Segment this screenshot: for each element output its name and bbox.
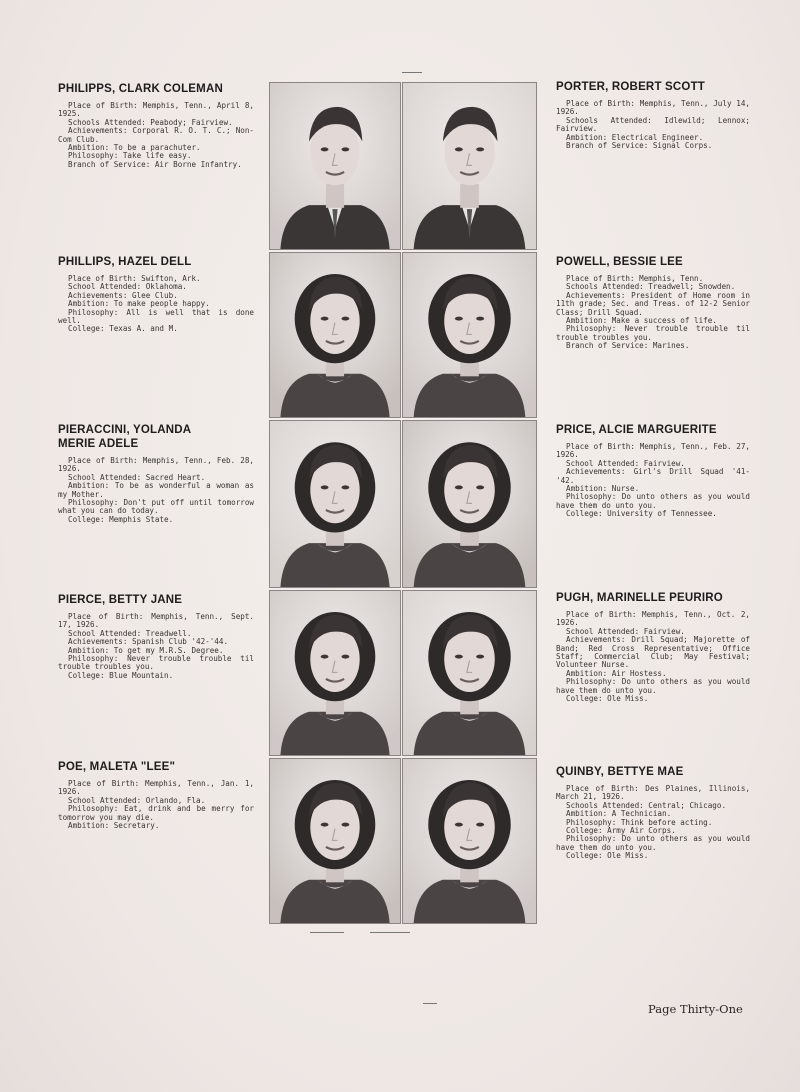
bio-line: Ambition: To be as wonderful a woman as my Mother. <box>58 481 254 499</box>
portrait-porter-robert <box>402 82 537 250</box>
bio-line: Place of Birth: Memphis, Tenn. <box>566 274 704 283</box>
bio-line: Achievements: Girl's Drill Squad '41-'42. <box>556 467 750 485</box>
student-name: PIERCE, BETTY JANE <box>58 594 183 606</box>
entry-pieraccini-yolanda <box>58 423 254 524</box>
bio-line: Schools Attended: Peabody; Fairview. <box>68 117 233 127</box>
bio-line: Place of Birth: Memphis, Tenn., Feb. 28, 1926. <box>58 456 254 474</box>
page-number: Page Thirty-One <box>648 1002 743 1016</box>
bio-line: Ambition: Make a success of life. <box>566 316 717 326</box>
footer-mark <box>423 1003 437 1004</box>
bio-line: Philosophy: All is well that is done well. <box>58 307 254 326</box>
bio-line: School Attended: Orlando, Fla. <box>68 795 206 805</box>
bio-line: Achievements: Spanish Club '42-'44. <box>68 637 229 647</box>
top-divider <box>402 72 422 73</box>
bio-line: Place of Birth: Swifton, Ark. <box>68 274 201 283</box>
portrait-pugh-marinelle <box>402 590 537 756</box>
bio-line: Ambition: To get my M.R.S. Degree. <box>68 645 224 655</box>
student-bio <box>556 443 750 519</box>
student-name: PHILLIPS, HAZEL DELL <box>58 256 192 268</box>
bottom-divider <box>370 932 410 933</box>
entry-phillips-hazel <box>58 255 254 334</box>
bio-line: School Attended: Fairview. <box>566 458 685 468</box>
student-bio <box>58 780 254 830</box>
student-name: POWELL, BESSIE LEE <box>556 256 683 268</box>
entry-price-alcie <box>556 423 750 519</box>
student-bio <box>556 785 750 861</box>
portrait-powell-bessie <box>402 252 537 418</box>
student-bio <box>58 613 254 680</box>
bio-line: College: University of Tennessee. <box>566 509 717 519</box>
student-bio <box>58 457 254 524</box>
bio-line: College: Texas A. and M. <box>68 324 178 334</box>
bio-line: Philosophy: Take life easy. <box>68 151 192 161</box>
bio-line: School Attended: Sacred Heart. <box>68 472 206 482</box>
bio-line: College: Memphis State. <box>68 514 174 524</box>
bio-line: Ambition: Electrical Engineer. <box>566 132 704 142</box>
bio-line: Schools Attended: Idlewild; Lennox; Fairview. <box>556 115 750 134</box>
portrait-poe-maleta <box>269 758 401 924</box>
portrait-pieraccini-yolanda <box>269 420 401 588</box>
bottom-divider <box>310 932 344 933</box>
entry-powell-bessie <box>556 255 750 351</box>
bio-line: Branch of Service: Air Borne Infantry. <box>68 159 242 169</box>
bio-line: Philosophy: Never trouble trouble til trouble troubles you. <box>58 654 254 672</box>
bio-line: Place of Birth: Memphis, Tenn., April 8, 1925. <box>58 101 254 119</box>
bio-line: Achievements: Drill Squad; Majorette of Band; Red Cross Representative; Office Staff; Commercial Club; May Festival; Volunteer Nurse. <box>556 635 750 670</box>
bio-line: Place of Birth: Memphis, Tenn., Jan. 1, 1926. <box>58 779 254 797</box>
student-name: PORTER, ROBERT SCOTT <box>556 81 706 93</box>
bio-line: Ambition: Secretary. <box>68 821 160 831</box>
bio-line: Philosophy: Do unto others as you would have them do unto you. <box>556 492 750 510</box>
bio-line: Place of Birth: Memphis, Tenn., Sept. 17, 1926. <box>58 612 254 630</box>
student-name: QUINBY, BETTYE MAE <box>556 766 684 778</box>
portrait-quinby-bettye <box>402 758 537 924</box>
portrait-grid <box>269 82 537 924</box>
bio-line: School Attended: Treadwell. <box>68 628 192 638</box>
portrait-pierce-betty <box>269 590 401 756</box>
bio-line: College: Ole Miss. <box>566 851 649 861</box>
bio-line: Place of Birth: Memphis, Tenn., July 14, 1926. <box>556 99 750 117</box>
bio-line: Branch of Service: Marines. <box>566 341 690 351</box>
bio-line: College: Army Air Corps. <box>566 826 676 836</box>
student-bio <box>58 102 254 169</box>
bio-line: Ambition: To make people happy. <box>68 299 210 309</box>
bio-line: Philosophy: Eat, drink and be merry for tomorrow you may die. <box>58 804 254 822</box>
bio-line: School Attended: Oklahoma. <box>68 282 187 292</box>
entry-quinby-bettye <box>556 765 750 861</box>
student-bio <box>58 275 254 334</box>
portrait-phillips-hazel <box>269 252 401 418</box>
bio-line: Ambition: Air Hostess. <box>566 668 667 678</box>
student-bio <box>556 100 750 150</box>
bio-line: College: Ole Miss. <box>566 694 649 704</box>
bio-line: Philosophy: Don't put off until tomorrow what you can do today. <box>58 498 254 516</box>
student-name: PIERACCINI, YOLANDA MERIE ADELE <box>58 424 192 450</box>
entry-pierce-betty <box>58 593 254 680</box>
bio-line: Ambition: To be a parachuter. <box>68 143 201 153</box>
student-name: POE, MALETA "LEE" <box>58 761 176 773</box>
portrait-philipps-clark <box>269 82 401 250</box>
bio-line: Achievements: Glee Club. <box>68 290 178 300</box>
bio-line: Schools Attended: Treadwell; Snowden. <box>566 282 736 292</box>
bio-line: Philosophy: Never trouble trouble til trouble troubles you. <box>556 324 750 342</box>
bio-line: Ambition: A Technician. <box>566 809 672 819</box>
student-name: PRICE, ALCIE MARGUERITE <box>556 424 717 436</box>
entry-pugh-marinelle <box>556 591 750 703</box>
bio-line: Place of Birth: Memphis, Tenn., Feb. 27, 1926. <box>556 442 750 460</box>
bio-line: Place of Birth: Memphis, Tenn., Oct. 2, 1926. <box>556 610 750 628</box>
student-bio <box>556 275 750 351</box>
bio-line: Achievements: President of Home room in 11th grade; Sec. and Treas. of 12-2 Senior Class; Drill Squad. <box>556 290 750 317</box>
bio-line: School Attended: Fairview. <box>566 626 685 636</box>
student-name: PUGH, MARINELLE PEURIRO <box>556 592 723 604</box>
bio-line: Philosophy: Think before acting. <box>566 817 713 827</box>
student-bio <box>556 611 750 703</box>
bio-line: Ambition: Nurse. <box>566 484 640 494</box>
entry-philipps-clark <box>58 82 254 169</box>
entry-porter-robert <box>556 80 750 150</box>
entry-poe-maleta <box>58 760 254 830</box>
portrait-price-alcie <box>402 420 537 588</box>
student-name: PHILIPPS, CLARK COLEMAN <box>58 83 223 95</box>
bio-line: Schools Attended: Central; Chicago. <box>566 800 727 810</box>
bio-line: Achievements: Corporal R. O. T. C.; Non-Com Club. <box>58 126 254 144</box>
bio-line: Branch of Service: Signal Corps. <box>566 141 713 151</box>
bio-line: Philosophy: Do unto others as you would have them do unto you. <box>556 834 750 852</box>
bio-line: Philosophy: Do unto others as you would have them do unto you. <box>556 677 750 695</box>
bio-line: College: Blue Mountain. <box>68 670 174 680</box>
bio-line: Place of Birth: Des Plaines, Illinois, March 21, 1926. <box>556 784 750 802</box>
